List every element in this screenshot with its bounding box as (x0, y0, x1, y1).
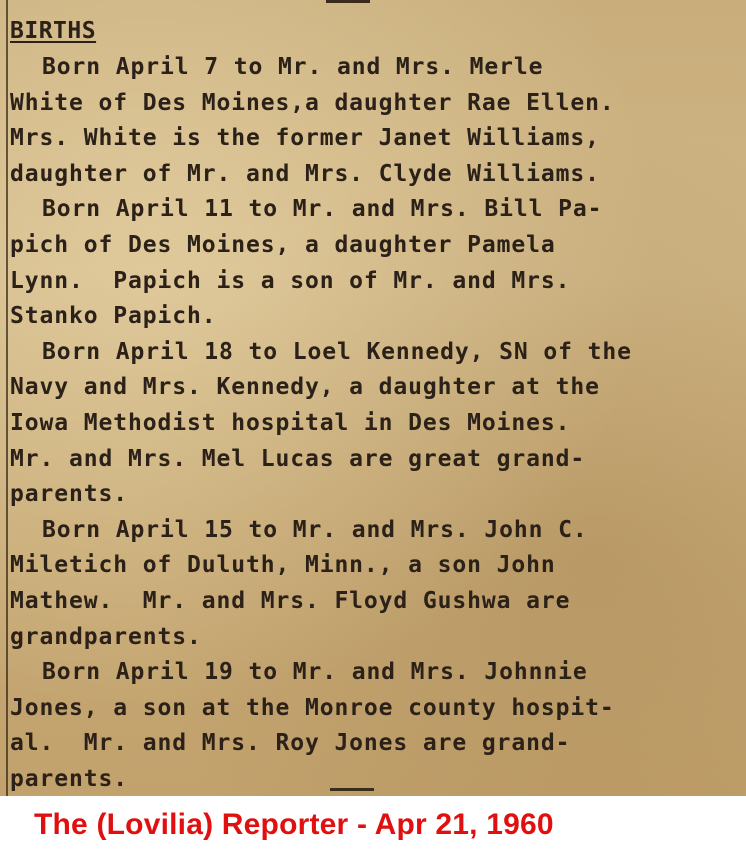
article-line: grandparents. (10, 623, 202, 650)
article-line: daughter of Mr. and Mrs. Clyde Williams. (10, 160, 600, 187)
column-rule (6, 0, 8, 796)
article-line: Mathew. Mr. and Mrs. Floyd Gushwa are (10, 587, 571, 614)
article-line: Born April 19 to Mr. and Mrs. Johnnie (42, 659, 588, 686)
bottom-separator-dash (330, 788, 374, 791)
article-body (10, 50, 742, 796)
top-separator-dash (326, 0, 370, 3)
article-line: pich of Des Moines, a daughter Pamela (10, 231, 556, 258)
article-line: Lynn. Papich is a son of Mr. and Mrs. (10, 267, 571, 294)
article-line: Jones, a son at the Monroe county hospit- (10, 694, 615, 721)
article-line: White of Des Moines,a daughter Rae Ellen. (10, 89, 615, 116)
section-heading: BIRTHS (10, 18, 97, 44)
article-line: Miletich of Duluth, Minn., a son John (10, 552, 556, 579)
article-line: Mr. and Mrs. Mel Lucas are great grand- (10, 445, 586, 472)
source-caption: The (Lovilia) Reporter - Apr 21, 1960 (34, 808, 554, 841)
article-line: Navy and Mrs. Kennedy, a daughter at the (10, 374, 600, 401)
article-line: parents. (10, 765, 128, 792)
article-line: Born April 11 to Mr. and Mrs. Bill Pa- (42, 196, 603, 223)
article-line: Mrs. White is the former Janet Williams, (10, 125, 600, 152)
article-line: Born April 7 to Mr. and Mrs. Merle (42, 54, 544, 80)
article-line: Stanko Papich. (10, 303, 217, 330)
article-line: parents. (10, 481, 128, 508)
article-line: Iowa Methodist hospital in Des Moines. (10, 409, 571, 436)
article-line: Born April 15 to Mr. and Mrs. John C. (42, 516, 588, 543)
article-line: Born April 18 to Loel Kennedy, SN of the (42, 338, 632, 365)
article-line: al. Mr. and Mrs. Roy Jones are grand- (10, 730, 571, 757)
